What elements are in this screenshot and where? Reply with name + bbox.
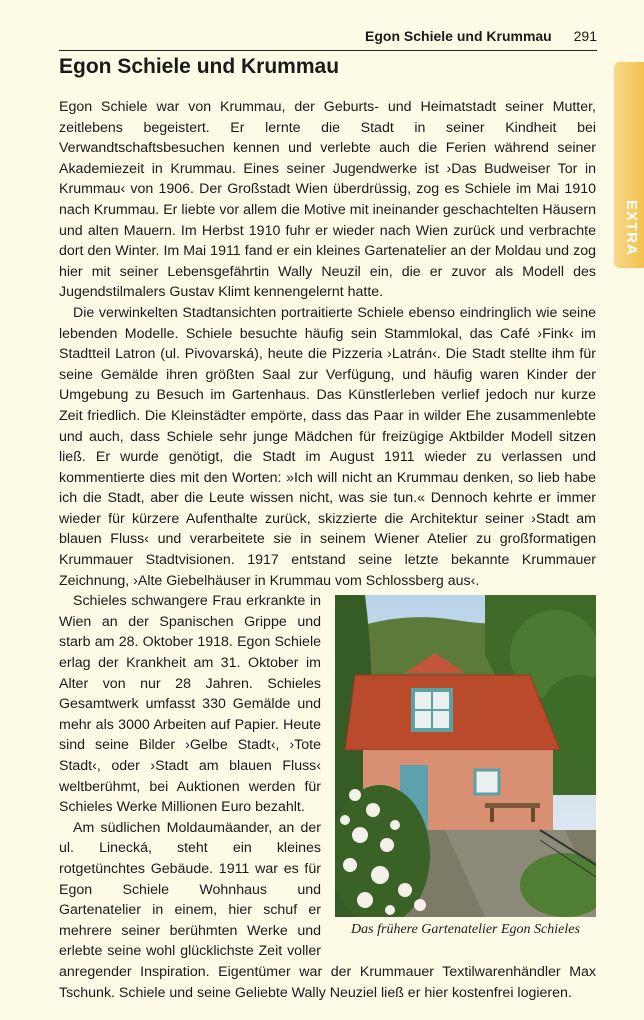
running-head xyxy=(59,28,597,51)
garden-atelier-figure xyxy=(335,595,596,941)
paragraph-4: Am südlichen Moldaumäander, an der ul. Linecká, steht ein kleines rotgetünchtes Gebäude. 1911 war es für Egon Schiele Wohnhaus und Gartenatelier in einem, hier schuf er mehrere seiner berühmten Werke und erlebte seine wohl glücklichste Zeit voller anregender Inspiration. Eigentümer war der Krummauer Textilwarenhändler Max Tschunk. Schiele und seine Geliebte Wally Neuziel ließ er hier kostenfrei logieren. xyxy=(59,819,596,1001)
extra-tab-label: EXTRA xyxy=(623,200,640,256)
page-number: 291 xyxy=(573,28,597,44)
article-body xyxy=(59,97,596,1003)
garden-atelier-illustration xyxy=(335,595,596,917)
paragraph-3-text: Schieles schwangere Frau erkrankte in Wien an der Spanischen Grippe und starb am 28. Oktober 1918. Egon Schiele erlag der Krankheit am 31. Oktober im Alter von nur 28 Jahren. Schieles Gesamtwerk umfasst 330 Gemälde und mehr als 3000 Arbeiten auf Papier. Heute sind seine Bilder ›Gelbe Stadt‹, ›Tote Stadt‹, oder ›Stadt am blauen Fluss‹ weltberühmt, bei Auktionen werden für Schieles Werke Millionen Euro bezahlt. xyxy=(59,593,321,816)
paragraph-1: Egon Schiele war von Krummau, der Geburts- und Heimatstadt seiner Mutter, zeitlebens begeistert. Er lernte die Stadt in seiner Kindheit bei Verwandtschaftsbesuchen kennen und verlebte auch die Ferien während seiner Akademiezeit in Krummau. Eines seiner Jugendwerke ist ›Das Budweiser Tor in Krummau‹ von 1906. Der Großstadt Wien überdrüssig, zog es Schiele im Mai 1910 nach Krummau. Er liebte vor allem die Motive mit ineinander geschachtelten Häusern und alten Mauern. Im Herbst 1910 fuhr er wieder nach Wien zurück und verbrachte dort den Winter. Im Mai 1911 fand er ein kleines Gartenatelier an der Moldau und zog hier mit seiner Lebensgefährtin Wally Neuzil ein, die er zuvor als Modell des Jugendstilmalers Gustav Klimt kennengelernt hatte. xyxy=(59,99,596,301)
page-heading: Egon Schiele und Krummau xyxy=(59,55,340,78)
paragraph-2: Die verwinkelten Stadtansichten portraitierte Schiele ebenso eindringlich wie seine lebenden Modelle. Schiele besuchte häufig sein Stammlokal, das Café ›Fink‹ im Stadtteil Latron (ul. Pivovarská), heute die Pizzeria ›Latrán‹. Die Stadt stellte ihm für seine Gemälde ihren größten Saal zur Verfügung, und häufig waren Kinder der Umgebung zu Besuch im Gartenhaus. Das Künstlerleben verlief jedoch nur kurze Zeit friedlich. Die Kleinstädter empörte, dass das Paar in wilder Ehe zusammenlebte und auch, dass Schiele sehr junge Mädchen für freizügige Aktbilder Modell sitzen ließ. Er wurde genötigt, die Stadt im August 1911 wieder zu verlassen und kommentierte dies mit den Worten: »Ich will nicht an Krummau denken, so lieb habe ich die Stadt, aber die Leute wissen nicht, was sie tun.« Dennoch kehrte er immer wieder für kürzere Aufenthalte zurück, skizzierte die Architektur seiner ›Stadt am blauen Fluss‹ und verarbeitete sie in seinem Wiener Atelier zu großformatigen Krummauer Stadtvisionen. 1917 entstand seine letzte bekannte Krummauer Zeichnung, ›Alte Giebelhäuser in Krummau vom Schlossberg aus‹. xyxy=(59,304,596,589)
figure-caption: Das frühere Gartenatelier Egon Schieles xyxy=(351,922,580,938)
extra-section-tab xyxy=(614,62,644,268)
garden-atelier-photo xyxy=(335,595,596,917)
running-head-title: Egon Schiele und Krummau xyxy=(365,28,552,44)
